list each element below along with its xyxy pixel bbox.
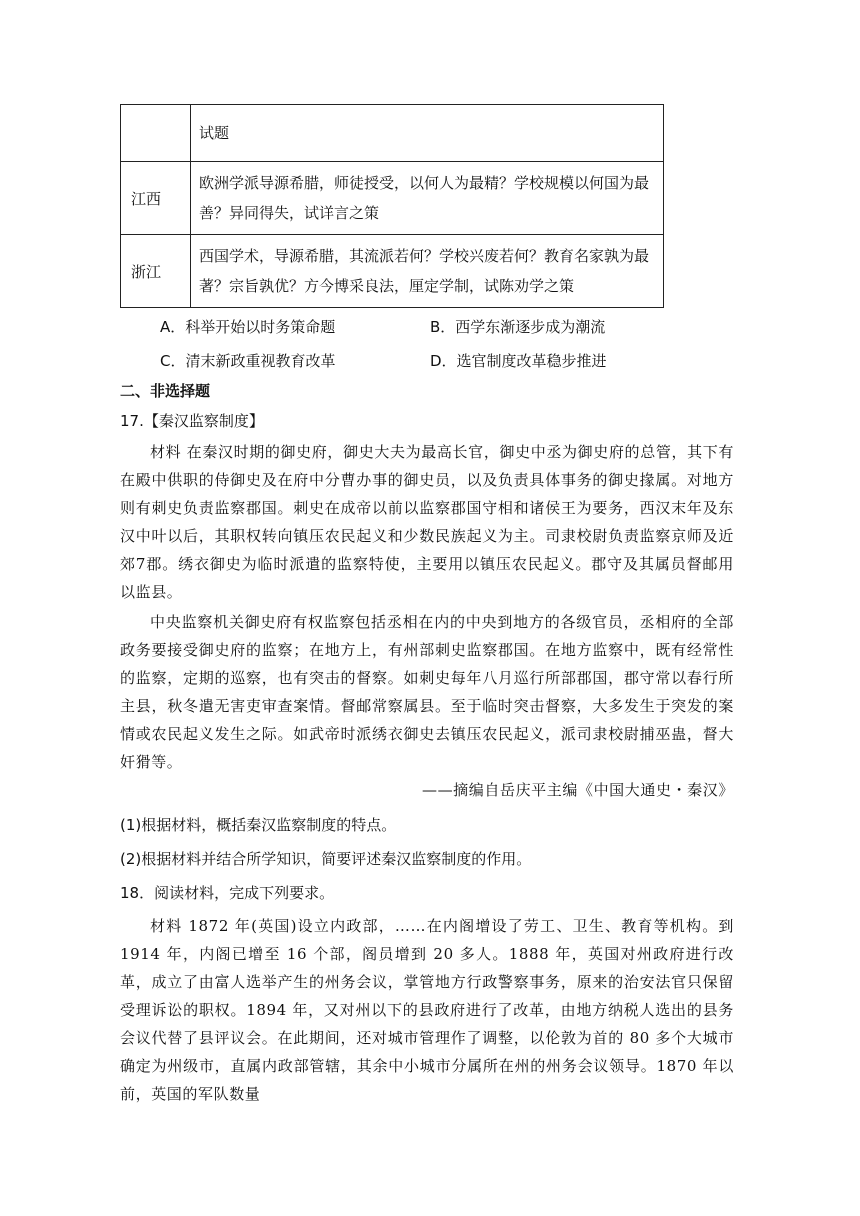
options-row — [160, 350, 720, 384]
table-question-line: 西国学术，导源希腊，其流派若何？学校兴废若何？教育名家孰为最 — [199, 247, 650, 265]
table-row — [121, 235, 664, 308]
question-17-sub-1: (1)根据材料，概括秦汉监察制度的特点。 — [120, 816, 397, 834]
options-row — [160, 316, 720, 350]
table-question-line: 善？异同得失，试详言之策 — [199, 204, 380, 222]
material-paragraph: 材料 1872 年(英国)设立内政部，……在内阁增设了劳工、卫生、教育等机构。到 1914 年，内阁已增至 16 个部，阁员增到 20 多人。1888 年，英国对州政府进行改革，成立了由富人选举产生的州务会议，掌管地方行政警察事务，原来的治安法官只保留受理诉讼的职权。1894 年，又对州以下的县政府进行了改革，由地方纳税人选出的县务会议代替了县评议会。在此期间，还对城市管理作了调整，以伦敦为首的 80 多个大城市确定为州级市，直属内政部管辖，其余中小城市分属所在州的州务会议领导。1870 年以前，英国的军队数量 — [120, 917, 734, 1103]
table-province-cell: 江西 — [121, 162, 191, 235]
section-title: 二、非选择题 — [120, 382, 211, 400]
option-a[interactable]: A．科举开始以时务策命题 — [160, 318, 336, 336]
question-18-title: 18．阅读材料，完成下列要求。 — [120, 884, 335, 902]
material-source: ——摘编自岳庆平主编《中国大通史・秦汉》 — [421, 781, 734, 799]
table-header-empty-cell — [121, 105, 191, 162]
table-header-row — [121, 105, 664, 162]
question-17-title: 17.【秦汉监察制度】 — [120, 412, 264, 430]
option-b[interactable]: B．西学东渐逐步成为潮流 — [430, 318, 606, 336]
option-d[interactable]: D．选官制度改革稳步推进 — [430, 352, 607, 370]
answer-options — [160, 316, 720, 384]
material-paragraph: 中央监察机关御史府有权监察包括丞相在内的中央到地方的各级官员，丞相府的全部政务要接受御史府的监察；在地方上，有州部刺史监察郡国。在地方监察中，既有经常性的监察，定期的巡察，也有突击的督察。如刺史每年八月巡行所部郡国，郡守常以春行所主县，秋冬遣无害吏审查案情。督邮常察属县。至于临时突击督察，大多发生于突发的案情或农民起义发生之际。如武帝时派绣衣御史去镇压农民起义，派司隶校尉捕巫蛊，督大奸猾等。 — [120, 613, 734, 771]
exam-policy-table — [120, 104, 664, 308]
question-18-material — [120, 912, 734, 1108]
table-question-cell — [191, 235, 664, 308]
table-question-line: 著？宗旨孰优？方今博采良法，厘定学制，试陈劝学之策 — [199, 277, 575, 295]
question-17-material — [120, 438, 734, 804]
question-17-sub-2: (2)根据材料并结合所学知识，简要评述秦汉监察制度的作用。 — [120, 850, 532, 868]
table-row — [121, 162, 664, 235]
option-c[interactable]: C．清末新政重视教育改革 — [160, 352, 336, 370]
table-header-cell: 试题 — [191, 105, 664, 162]
table-province-cell: 浙江 — [121, 235, 191, 308]
table-question-cell — [191, 162, 664, 235]
material-paragraph: 材料 在秦汉时期的御史府，御史大夫为最高长官，御史中丞为御史府的总管，其下有在殿中供职的侍御史及在府中分曹办事的御史员，以及负责具体事务的御史掾属。对地方则有刺史负责监察郡国。刺史在成帝以前以监察郡国守相和诸侯王为要务，西汉末年及东汉中叶以后，其职权转向镇压农民起义和少数民族起义为主。司隶校尉负责监察京师及近郊7郡。绣衣御史为临时派遣的监察特使，主要用以镇压农民起义。郡守及其属员督邮用以监县。 — [120, 443, 734, 601]
table-question-line: 欧洲学派导源希腊，师徒授受，以何人为最精？学校规模以何国为最 — [199, 174, 650, 192]
